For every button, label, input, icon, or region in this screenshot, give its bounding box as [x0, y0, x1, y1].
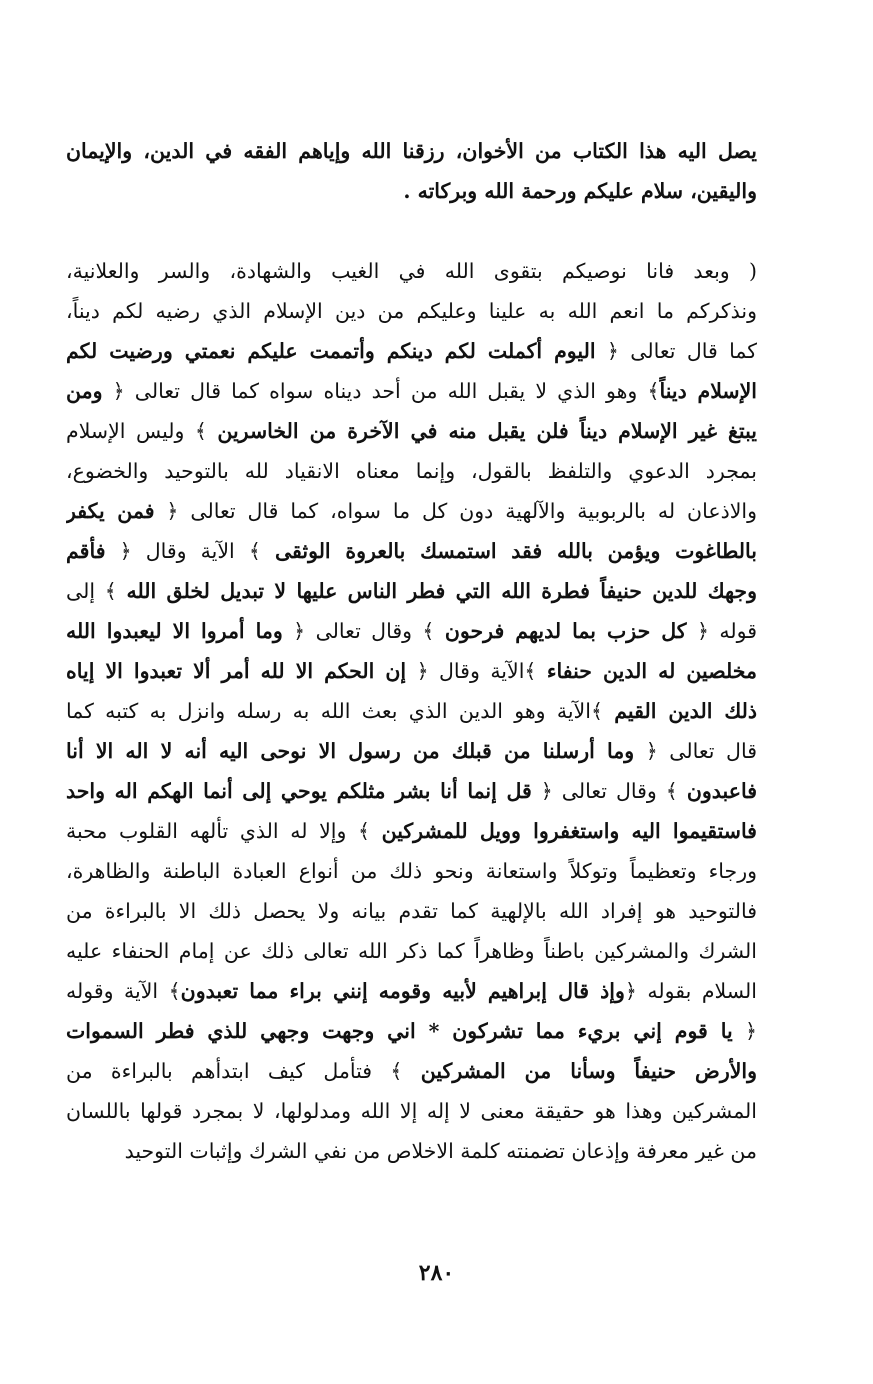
- body-text: والاذعان له بالربوبية والآلهية دون كل ما سواه، كما قال تعالى ﴿: [154, 499, 757, 523]
- letter-body-paragraph: [66, 251, 757, 1171]
- quran-verse-text: اليوم أكملت لكم دينكم وأتممت عليكم نعمتي ورضيت لكم: [66, 339, 596, 363]
- text-line: [66, 411, 757, 451]
- body-text: بمجرد الدعوي والتلفظ بالقول، وإنما معناه الانقياد لله بالتوحيد والخضوع،: [66, 459, 757, 483]
- text-line: [66, 251, 757, 291]
- page-number: ٢٨٠: [418, 1260, 455, 1286]
- text-line: [66, 1091, 757, 1131]
- text-line: [66, 371, 757, 411]
- text-line: [66, 451, 757, 491]
- body-text: من غير معرفة وإذعان تضمنته كلمة الاخلاص من نفي الشرك وإثبات التوحيد: [124, 1139, 757, 1163]
- text-line: [66, 651, 757, 691]
- text-line: [66, 851, 757, 891]
- quran-verse-text: ذلك الدين القيم: [614, 699, 757, 723]
- quran-verse-text: والأرض حنيفاً وسأنا من المشركين: [420, 1059, 757, 1083]
- quran-verse-text: وما أرسلنا من قبلك من رسول الا نوحى اليه أنه لا اله الا أنا: [66, 739, 635, 763]
- body-text: ﴾ وقال تعالى ﴿: [282, 619, 445, 643]
- letter-greeting-paragraph: [66, 131, 757, 211]
- text-line: [66, 1051, 757, 1091]
- body-text: كما قال تعالى ﴿: [595, 339, 757, 363]
- text-line: [66, 931, 757, 971]
- quran-verse-text: وجهك للدين حنيفاً فطرة الله التي فطر الناس عليها لا تبديل لخلق الله: [126, 579, 757, 603]
- body-text: ﴾ وهو الذي لا يقبل الله من أحد ديناه سواه كما قال تعالى ﴿: [102, 379, 660, 403]
- quran-verse-text: فاعبدون: [686, 779, 757, 803]
- body-text: ﴾ الآية وقوله: [66, 979, 181, 1003]
- body-text: ﴾ وإلا له الذي تألهه القلوب محبة: [66, 819, 382, 843]
- body-text: قال تعالى ﴿: [634, 739, 757, 763]
- text-line: [66, 491, 757, 531]
- body-text: الشرك والمشركين باطناً وظاهراً كما ذكر الله تعالى ذلك عن إمام الحنفاء عليه: [66, 939, 757, 963]
- quran-verse-text: يا قوم إني بريء مما تشركون * اني وجهت وجهي للذي فطر السموات: [66, 1019, 733, 1043]
- body-text: ورجاء وتعظيماً وتوكلاً واستعانة ونحو ذلك من أنواع العبادة الباطنة والظاهرة،: [66, 859, 757, 883]
- text-line: [66, 891, 757, 931]
- body-text: ﴾الآية وقال ﴿: [406, 659, 547, 683]
- text-line: [66, 291, 757, 331]
- body-text: السلام بقوله ﴿: [624, 979, 757, 1003]
- quran-verse-text: ومن: [66, 379, 103, 403]
- text-line: [66, 131, 757, 171]
- quran-verse-text: بالطاغوت ويؤمن بالله فقد استمسك بالعروة الوثقى: [274, 539, 757, 563]
- text-line: [66, 171, 757, 211]
- text-line: [66, 611, 757, 651]
- body-text: ﴿: [732, 1019, 757, 1043]
- quran-verse-text: مخلصين له الدين حنفاء: [546, 659, 757, 683]
- text-line: [66, 331, 757, 371]
- text-line: [66, 571, 757, 611]
- body-text: ﴾ الآية وقال ﴿: [105, 539, 275, 563]
- quran-verse-text: كل حزب بما لديهم فرحون: [444, 619, 687, 643]
- quran-verse-text: فاستقيموا اليه واستغفروا وويل للمشركين: [381, 819, 757, 843]
- quran-verse-text: واليقين، سلام عليكم ورحمة الله وبركاته .: [403, 179, 757, 203]
- text-line: [66, 771, 757, 811]
- body-text: ( وبعد فانا نوصيكم بتقوى الله في الغيب والشهادة، والسر والعلانية،: [66, 259, 757, 283]
- quran-verse-text: قل إنما أنا بشر مثلكم يوحي إلى أنما الهكم اله واحد: [66, 779, 532, 803]
- body-text: ﴾الآية وهو الدين الذي بعث الله به رسله وانزل به كتبه كما: [66, 699, 615, 723]
- quran-verse-text: الإسلام ديناً: [659, 379, 757, 403]
- body-text: فالتوحيد هو إفراد الله بالإلهية كما تقدم بيانه ولا يحصل ذلك الا بالبراءة من: [66, 899, 757, 923]
- quran-verse-text: وما أمروا الا ليعبدوا الله: [66, 619, 283, 643]
- quran-verse-text: فمن يكفر: [66, 499, 155, 523]
- quran-verse-text: يصل اليه هذا الكتاب من الأخوان، رزقنا الله وإياهم الفقه في الدين، والإيمان: [66, 139, 757, 163]
- quran-verse-text: يبتغ غير الإسلام ديناً فلن يقبل منه في الآخرة من الخاسرين: [217, 419, 757, 443]
- body-text: ﴾ وليس الإسلام: [66, 419, 218, 443]
- body-text: ونذكركم ما انعم الله به علينا وعليكم من دين الإسلام الذي رضيه لكم ديناً،: [66, 299, 757, 323]
- text-line: [66, 1131, 757, 1171]
- text-line: [66, 971, 757, 1011]
- body-text: ﴾ وقال تعالى ﴿: [531, 779, 687, 803]
- text-line: [66, 531, 757, 571]
- body-text: قوله ﴿: [686, 619, 757, 643]
- quran-verse-text: وإذ قال إبراهيم لأبيه وقومه إنني براء مما تعبدون: [180, 979, 625, 1003]
- text-line: [66, 731, 757, 771]
- body-text: المشركين وهذا هو حقيقة معنى لا إله إلا الله ومدلولها، لا بمجرد قولها باللسان: [66, 1099, 757, 1123]
- body-text: ﴾ فتأمل كيف ابتدأهم بالبراءة من: [66, 1059, 421, 1083]
- quran-verse-text: إن الحكم الا لله أمر ألا تعبدوا الا إياه: [66, 659, 407, 683]
- text-line: [66, 811, 757, 851]
- text-line: [66, 691, 757, 731]
- body-text: ﴾ إلى: [66, 579, 127, 603]
- quran-verse-text: فأقم: [66, 539, 106, 563]
- text-line: [66, 1011, 757, 1051]
